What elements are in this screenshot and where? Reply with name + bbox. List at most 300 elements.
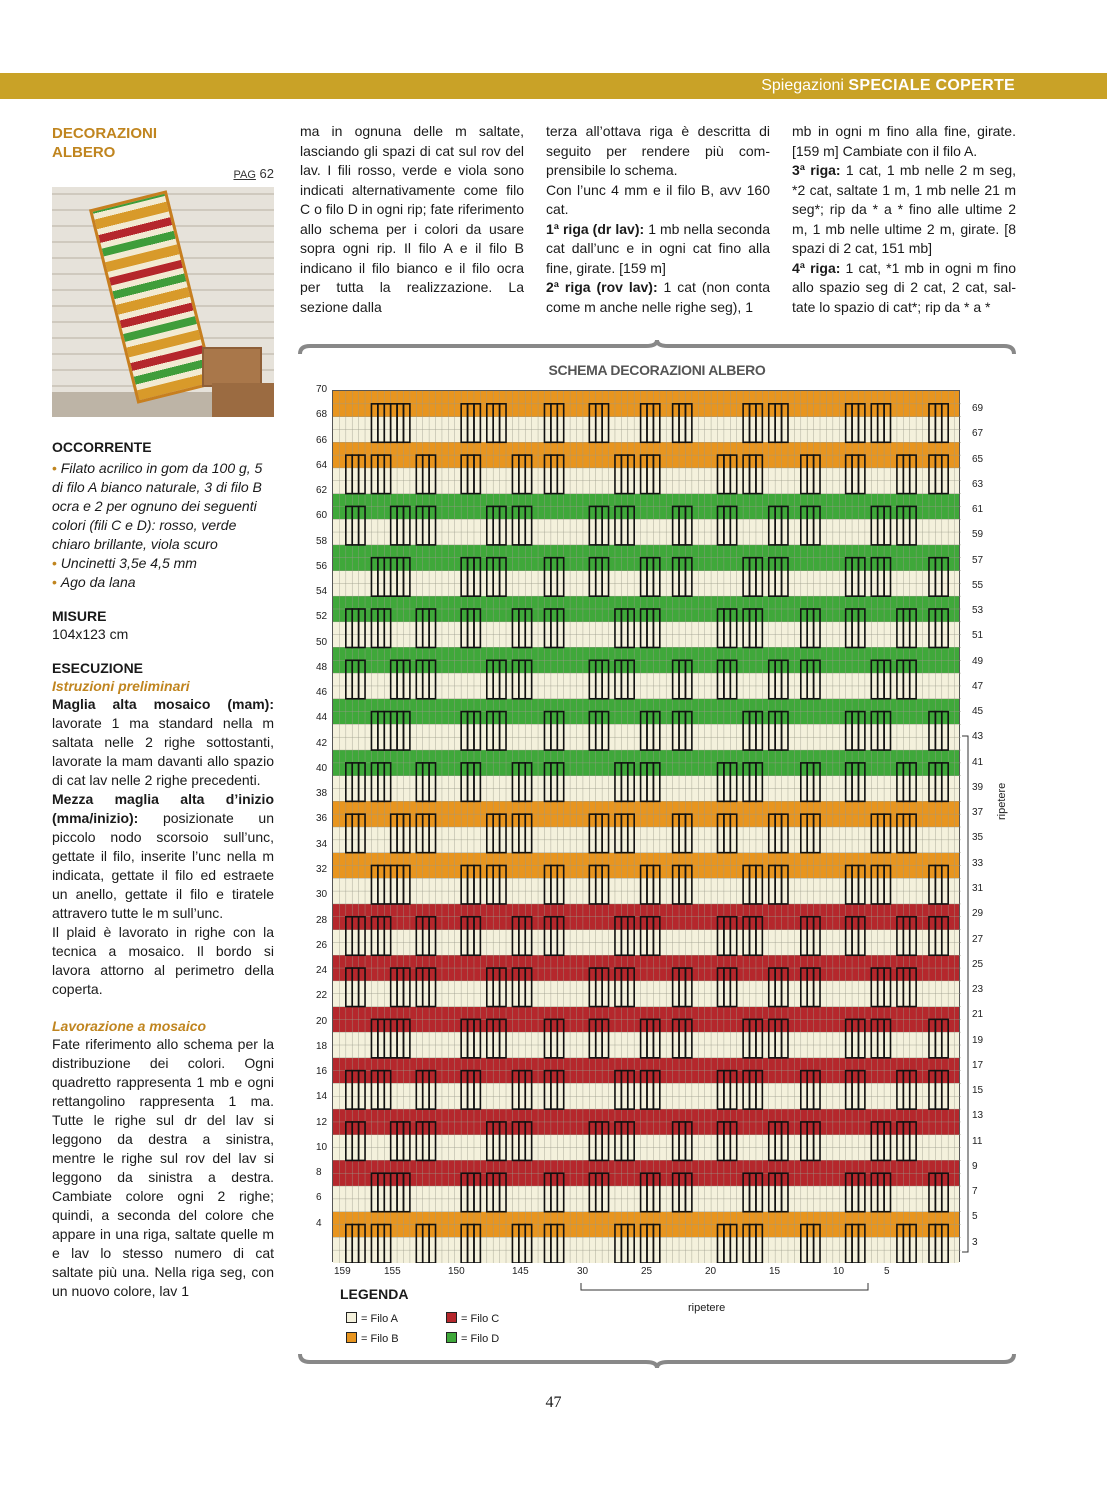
mosaic-stitch bbox=[903, 455, 909, 493]
mosaic-stitch bbox=[673, 1122, 679, 1160]
mosaic-stitch bbox=[756, 609, 762, 647]
col-label: 5 bbox=[884, 1266, 890, 1277]
mosaic-stitch bbox=[474, 609, 480, 647]
mosaic-stitch bbox=[910, 968, 916, 1006]
mosaic-stitch bbox=[403, 660, 409, 698]
mosaic-stitch bbox=[942, 404, 948, 442]
mosaic-stitch bbox=[621, 1225, 627, 1263]
mosaic-stitch bbox=[551, 865, 557, 903]
mosaic-stitch bbox=[352, 763, 358, 801]
row-label-left: 62 bbox=[316, 485, 328, 497]
mosaic-stitch bbox=[807, 1071, 813, 1109]
mosaic-stitch bbox=[397, 1122, 403, 1160]
mosaic-stitch bbox=[589, 1019, 595, 1057]
ripetere-horizontal: ripetere bbox=[688, 1302, 726, 1314]
mosaic-stitch bbox=[602, 1019, 608, 1057]
mosaic-stitch bbox=[929, 865, 935, 903]
mosaic-stitch bbox=[468, 558, 474, 596]
mosaic-stitch bbox=[391, 1019, 397, 1057]
mosaic-stitch bbox=[397, 865, 403, 903]
row-label-left: 68 bbox=[316, 409, 328, 421]
mosaic-stitch bbox=[596, 968, 602, 1006]
mosaic-stitch bbox=[679, 814, 685, 852]
mosaic-stitch bbox=[628, 609, 634, 647]
mosaic-stitch bbox=[378, 1225, 384, 1263]
mosaic-stitch bbox=[525, 1225, 531, 1263]
mosaic-stitch bbox=[673, 404, 679, 442]
mosaic-stitch bbox=[942, 609, 948, 647]
header-section-title: SPECIALE COPERTE bbox=[848, 77, 1015, 94]
mosaic-stitch bbox=[468, 1173, 474, 1211]
plaid-paragraph: Il plaid è lavorato in righe con la tecnica a mosaico. Il bordo si lavora attorno al perimetro della coperta. bbox=[52, 924, 274, 997]
misure-heading: MISURE bbox=[52, 608, 107, 624]
mosaic-stitch bbox=[852, 1071, 858, 1109]
mosaic-stitch bbox=[935, 917, 941, 955]
mosaic-stitch bbox=[769, 712, 775, 750]
mosaic-stitch bbox=[897, 455, 903, 493]
mosaic-stitch bbox=[487, 1122, 493, 1160]
mosaic-stitch bbox=[346, 814, 352, 852]
mosaic-stitch bbox=[935, 763, 941, 801]
mosaic-stitch bbox=[519, 506, 525, 544]
mosaic-stitch bbox=[852, 1019, 858, 1057]
mosaic-stitch bbox=[391, 1173, 397, 1211]
mosaic-stitch bbox=[371, 1019, 377, 1057]
mosaic-stitch bbox=[378, 609, 384, 647]
mosaic-stitch bbox=[730, 917, 736, 955]
mosaic-stitch bbox=[935, 1173, 941, 1211]
mosaic-stitch bbox=[775, 712, 781, 750]
mosaic-stitch bbox=[474, 558, 480, 596]
row-label-right: 7 bbox=[972, 1186, 978, 1198]
mosaic-stitch bbox=[493, 660, 499, 698]
row-label-left: 66 bbox=[316, 434, 328, 446]
mosaic-stitch bbox=[724, 1225, 730, 1263]
mosaic-stitch bbox=[403, 506, 409, 544]
mosaic-stitch bbox=[474, 455, 480, 493]
mosaic-stitch bbox=[653, 1019, 659, 1057]
mosaic-stitch bbox=[756, 763, 762, 801]
mosaic-stitch bbox=[423, 506, 429, 544]
mosaic-stitch bbox=[403, 1122, 409, 1160]
mosaic-stitch bbox=[743, 865, 749, 903]
mosaic-stitch bbox=[878, 968, 884, 1006]
mosaic-stitch bbox=[551, 1173, 557, 1211]
mosaic-stitch bbox=[416, 455, 422, 493]
mosaic-stitch bbox=[685, 506, 691, 544]
mosaic-stitch bbox=[750, 609, 756, 647]
mosaic-stitch bbox=[519, 763, 525, 801]
mosaic-stitch bbox=[903, 917, 909, 955]
misure-value: 104x123 cm bbox=[52, 626, 129, 642]
mosaic-stitch bbox=[346, 1122, 352, 1160]
mosaic-stitch bbox=[621, 506, 627, 544]
col-label: 30 bbox=[577, 1266, 589, 1277]
mosaic-stitch bbox=[346, 506, 352, 544]
mosaic-stitch bbox=[519, 609, 525, 647]
mosaic-stitch bbox=[673, 712, 679, 750]
mosaic-stitch bbox=[641, 865, 647, 903]
mosaic-stitch bbox=[589, 968, 595, 1006]
mosaic-stitch bbox=[929, 404, 935, 442]
mosaic-stitch bbox=[775, 865, 781, 903]
mosaic-stitch bbox=[910, 763, 916, 801]
mosaic-stitch bbox=[724, 1122, 730, 1160]
mosaic-stitch bbox=[910, 609, 916, 647]
mosaic-stitch bbox=[416, 1225, 422, 1263]
mosaic-stitch bbox=[429, 1122, 435, 1160]
mosaic-stitch bbox=[903, 506, 909, 544]
mosaic-stitch bbox=[403, 865, 409, 903]
mosaic-stitch bbox=[628, 506, 634, 544]
mosaic-stitch bbox=[756, 712, 762, 750]
row-label-right: 69 bbox=[972, 403, 984, 414]
mosaic-stitch bbox=[724, 455, 730, 493]
mosaic-stitch bbox=[487, 712, 493, 750]
mosaic-stitch bbox=[871, 404, 877, 442]
mosaic-stitch bbox=[897, 506, 903, 544]
mosaic-stitch bbox=[359, 968, 365, 1006]
mosaic-stitch bbox=[858, 609, 864, 647]
row-label-left: 60 bbox=[316, 510, 328, 522]
row-label-right: 43 bbox=[972, 731, 984, 743]
mosaic-stitch bbox=[397, 558, 403, 596]
mosaic-stitch bbox=[935, 1071, 941, 1109]
mosaic-stitch bbox=[487, 506, 493, 544]
mosaic-stitch bbox=[910, 1225, 916, 1263]
mosaic-stitch bbox=[743, 712, 749, 750]
mosaic-stitch bbox=[679, 968, 685, 1006]
mosaic-stitch bbox=[589, 506, 595, 544]
mosaic-stitch bbox=[814, 1225, 820, 1263]
mosaic-stitch bbox=[685, 558, 691, 596]
mosaic-stitch bbox=[814, 609, 820, 647]
mosaic-stitch bbox=[512, 814, 518, 852]
mosaic-stitch bbox=[493, 1122, 499, 1160]
mosaic-stitch bbox=[929, 1225, 935, 1263]
mosaic-stitch bbox=[384, 1019, 390, 1057]
repeat-bracket-horizontal bbox=[580, 1282, 870, 1296]
mosaic-stitch bbox=[557, 558, 563, 596]
mosaic-stitch bbox=[647, 558, 653, 596]
mosaic-stitch bbox=[903, 609, 909, 647]
mosaic-stitch bbox=[391, 1122, 397, 1160]
row-label-right: 57 bbox=[972, 554, 984, 566]
mosaic-stitch bbox=[743, 1225, 749, 1263]
mosaic-stitch bbox=[596, 865, 602, 903]
mosaic-stitch bbox=[814, 814, 820, 852]
mosaic-stitch bbox=[782, 968, 788, 1006]
mosaic-stitch bbox=[602, 660, 608, 698]
mosaic-stitch bbox=[487, 968, 493, 1006]
mosaic-stitch bbox=[371, 763, 377, 801]
mosaic-stitch bbox=[525, 917, 531, 955]
mosaic-stitch bbox=[429, 968, 435, 1006]
mosaic-stitch bbox=[384, 1225, 390, 1263]
mosaic-stitch bbox=[468, 1225, 474, 1263]
mosaic-stitch bbox=[544, 1019, 550, 1057]
mosaic-stitch bbox=[474, 1225, 480, 1263]
lavorazione-heading: Lavorazione a mosaico bbox=[52, 1018, 207, 1034]
mosaic-stitch bbox=[602, 558, 608, 596]
mosaic-stitch bbox=[615, 1071, 621, 1109]
mosaic-stitch bbox=[653, 558, 659, 596]
mosaic-stitch bbox=[557, 609, 563, 647]
row-label-right: 29 bbox=[972, 908, 984, 920]
row-label-right: 37 bbox=[972, 807, 984, 819]
mosaic-stitch bbox=[846, 1071, 852, 1109]
mosaic-stitch bbox=[621, 917, 627, 955]
mosaic-stitch bbox=[525, 455, 531, 493]
mosaic-stitch bbox=[782, 1173, 788, 1211]
mosaic-stitch bbox=[685, 660, 691, 698]
mosaic-stitch bbox=[903, 1071, 909, 1109]
mosaic-stitch bbox=[423, 1122, 429, 1160]
header-bar bbox=[0, 73, 1107, 99]
mosaic-stitch bbox=[359, 1071, 365, 1109]
mosaic-stitch bbox=[647, 917, 653, 955]
col-label: 25 bbox=[641, 1266, 653, 1277]
legend-filo-c: = Filo C bbox=[446, 1312, 499, 1325]
mosaic-stitch bbox=[378, 1019, 384, 1057]
mosaic-stitch bbox=[653, 865, 659, 903]
mosaic-stitch bbox=[673, 1019, 679, 1057]
mosaic-stitch bbox=[557, 865, 563, 903]
mosaic-stitch bbox=[378, 455, 384, 493]
mosaic-stitch bbox=[551, 1019, 557, 1057]
mosaic-stitch bbox=[429, 506, 435, 544]
mosaic-stitch bbox=[403, 814, 409, 852]
mosaic-stitch bbox=[544, 865, 550, 903]
mosaic-stitch bbox=[929, 1071, 935, 1109]
mosaic-stitch bbox=[628, 968, 634, 1006]
mosaic-stitch bbox=[750, 917, 756, 955]
mosaic-stitch bbox=[871, 558, 877, 596]
mosaic-stitch bbox=[782, 814, 788, 852]
mosaic-stitch bbox=[551, 558, 557, 596]
mosaic-stitch bbox=[769, 1173, 775, 1211]
mosaic-stitch bbox=[858, 404, 864, 442]
mosaic-stitch bbox=[474, 763, 480, 801]
col-label: 145 bbox=[512, 1266, 529, 1277]
mosaic-stitch bbox=[493, 404, 499, 442]
mosaic-stitch bbox=[782, 404, 788, 442]
mosaic-stitch bbox=[769, 968, 775, 1006]
mosaic-stitch bbox=[628, 1071, 634, 1109]
mosaic-stitch bbox=[807, 1122, 813, 1160]
mosaic-stitch bbox=[371, 1173, 377, 1211]
mosaic-stitch bbox=[814, 917, 820, 955]
mosaic-stitch bbox=[429, 814, 435, 852]
mosaic-stitch bbox=[775, 404, 781, 442]
mosaic-stitch bbox=[474, 1071, 480, 1109]
mosaic-stitch bbox=[897, 968, 903, 1006]
mosaic-stitch bbox=[846, 712, 852, 750]
mosaic-stitch bbox=[403, 968, 409, 1006]
mosaic-stitch bbox=[717, 455, 723, 493]
legend-filo-a: = Filo A bbox=[346, 1312, 398, 1325]
mosaic-stitch bbox=[884, 712, 890, 750]
mosaic-stitch bbox=[807, 609, 813, 647]
mosaic-stitch bbox=[551, 404, 557, 442]
mosaic-stitch bbox=[416, 609, 422, 647]
mosaic-stitch bbox=[717, 1122, 723, 1160]
mosaic-stitch bbox=[544, 1071, 550, 1109]
mosaic-stitch bbox=[801, 1071, 807, 1109]
mosaic-stitch bbox=[519, 1225, 525, 1263]
mosaic-stitch bbox=[846, 1173, 852, 1211]
mosaic-stitch bbox=[878, 712, 884, 750]
mosaic-stitch bbox=[500, 506, 506, 544]
mosaic-stitch bbox=[346, 660, 352, 698]
row-label-left: 38 bbox=[316, 788, 328, 800]
mosaic-stitch bbox=[512, 1225, 518, 1263]
mosaic-stitch bbox=[512, 609, 518, 647]
mosaic-stitch bbox=[897, 660, 903, 698]
mosaic-stitch bbox=[750, 712, 756, 750]
mosaic-stitch bbox=[621, 968, 627, 1006]
mosaic-stitch bbox=[512, 506, 518, 544]
mosaic-stitch bbox=[685, 865, 691, 903]
mosaic-stitch bbox=[352, 917, 358, 955]
mosaic-stitch bbox=[423, 455, 429, 493]
mosaic-stitch bbox=[775, 1122, 781, 1160]
mosaic-stitch bbox=[717, 506, 723, 544]
pattern-title-line2: ALBERO bbox=[52, 144, 116, 161]
mosaic-stitch bbox=[717, 814, 723, 852]
mosaic-stitch bbox=[500, 404, 506, 442]
mosaic-stitch bbox=[673, 506, 679, 544]
mosaic-stitch bbox=[596, 712, 602, 750]
mosaic-stitch bbox=[775, 506, 781, 544]
row-label-right: 5 bbox=[972, 1211, 978, 1223]
mosaic-stitch bbox=[384, 558, 390, 596]
mosaic-stitch bbox=[801, 506, 807, 544]
mosaic-stitch bbox=[359, 506, 365, 544]
esecuzione-heading: ESECUZIONE bbox=[52, 660, 144, 676]
mosaic-stitch bbox=[493, 814, 499, 852]
chart-area bbox=[296, 338, 1018, 1378]
mosaic-stitch bbox=[628, 660, 634, 698]
mosaic-stitch bbox=[775, 1173, 781, 1211]
mosaic-stitch bbox=[346, 609, 352, 647]
row-label-right: 23 bbox=[972, 984, 984, 996]
mosaic-stitch bbox=[403, 1019, 409, 1057]
mosaic-stitch bbox=[525, 1122, 531, 1160]
mosaic-stitch bbox=[551, 763, 557, 801]
mosaic-stitch bbox=[871, 506, 877, 544]
row-label-left: 10 bbox=[316, 1141, 328, 1153]
mosaic-stitch bbox=[653, 1173, 659, 1211]
row-label-left: 46 bbox=[316, 687, 328, 699]
mosaic-stitch bbox=[378, 1071, 384, 1109]
col-label: 155 bbox=[384, 1266, 401, 1277]
mosaic-stitch bbox=[397, 968, 403, 1006]
mosaic-stitch bbox=[371, 1225, 377, 1263]
mosaic-stitch bbox=[910, 814, 916, 852]
row-label-left: 30 bbox=[316, 889, 328, 901]
mosaic-stitch bbox=[602, 506, 608, 544]
mosaic-stitch bbox=[743, 1173, 749, 1211]
mosaic-stitch bbox=[641, 1225, 647, 1263]
mosaic-stitch bbox=[673, 1173, 679, 1211]
mosaic-stitch bbox=[615, 506, 621, 544]
mosaic-stitch bbox=[852, 609, 858, 647]
mosaic-stitch bbox=[871, 1122, 877, 1160]
mosaic-stitch bbox=[942, 1019, 948, 1057]
mosaic-stitch bbox=[801, 1122, 807, 1160]
mosaic-stitch bbox=[423, 968, 429, 1006]
mosaic-stitch bbox=[743, 1071, 749, 1109]
ripetere-vertical: ripetere bbox=[996, 782, 1008, 820]
mam-paragraph: Maglia alta mosaico (mam): lavorate 1 ma standard nella m saltata nelle 2 righe sottostanti, lavorate la mam davanti allo spazio di cat lav nelle 2 righe precedenti. bbox=[52, 696, 274, 788]
mosaic-stitch bbox=[621, 1122, 627, 1160]
mosaic-stitch bbox=[589, 558, 595, 596]
row-label-right: 63 bbox=[972, 478, 984, 490]
mosaic-stitch bbox=[551, 712, 557, 750]
mosaic-stitch bbox=[346, 763, 352, 801]
mosaic-stitch bbox=[461, 712, 467, 750]
mosaic-stitch bbox=[391, 968, 397, 1006]
mosaic-stitch bbox=[929, 558, 935, 596]
mosaic-stitch bbox=[359, 1122, 365, 1160]
mosaic-stitch bbox=[423, 1071, 429, 1109]
mosaic-stitch bbox=[756, 865, 762, 903]
mosaic-stitch bbox=[801, 609, 807, 647]
mosaic-stitch bbox=[589, 1122, 595, 1160]
mosaic-stitch bbox=[743, 609, 749, 647]
sidebar bbox=[52, 124, 274, 1301]
mosaic-stitch bbox=[884, 558, 890, 596]
mosaic-stitch bbox=[615, 917, 621, 955]
mosaic-stitch bbox=[500, 1019, 506, 1057]
mosaic-stitch bbox=[628, 917, 634, 955]
mosaic-stitch bbox=[352, 506, 358, 544]
mosaic-stitch bbox=[371, 1071, 377, 1109]
mosaic-stitch bbox=[461, 865, 467, 903]
mosaic-stitch bbox=[352, 455, 358, 493]
mosaic-stitch bbox=[929, 763, 935, 801]
mosaic-stitch bbox=[602, 814, 608, 852]
mosaic-stitch bbox=[384, 455, 390, 493]
mosaic-stitch bbox=[717, 968, 723, 1006]
mosaic-stitch bbox=[378, 558, 384, 596]
col-label: 15 bbox=[769, 1266, 781, 1277]
mosaic-stitch bbox=[871, 1019, 877, 1057]
mosaic-stitch bbox=[775, 558, 781, 596]
mosaic-stitch bbox=[878, 1019, 884, 1057]
mosaic-stitch bbox=[897, 1225, 903, 1263]
mosaic-stitch bbox=[852, 558, 858, 596]
mosaic-stitch bbox=[685, 712, 691, 750]
mosaic-stitch bbox=[525, 506, 531, 544]
mosaic-stitch bbox=[679, 865, 685, 903]
mosaic-stitch bbox=[685, 1173, 691, 1211]
mosaic-stitch bbox=[903, 1122, 909, 1160]
row-label-left: 52 bbox=[316, 611, 328, 623]
mosaic-stitch bbox=[884, 814, 890, 852]
mosaic-stitch bbox=[557, 917, 563, 955]
mosaic-stitch bbox=[596, 404, 602, 442]
mosaic-stitch bbox=[647, 1225, 653, 1263]
row-label-left: 6 bbox=[316, 1192, 322, 1204]
row-label-left: 12 bbox=[316, 1116, 328, 1128]
mosaic-stitch bbox=[730, 455, 736, 493]
mosaic-stitch bbox=[782, 558, 788, 596]
mosaic-stitch bbox=[858, 1019, 864, 1057]
mosaic-stitch bbox=[589, 404, 595, 442]
mosaic-stitch bbox=[679, 558, 685, 596]
